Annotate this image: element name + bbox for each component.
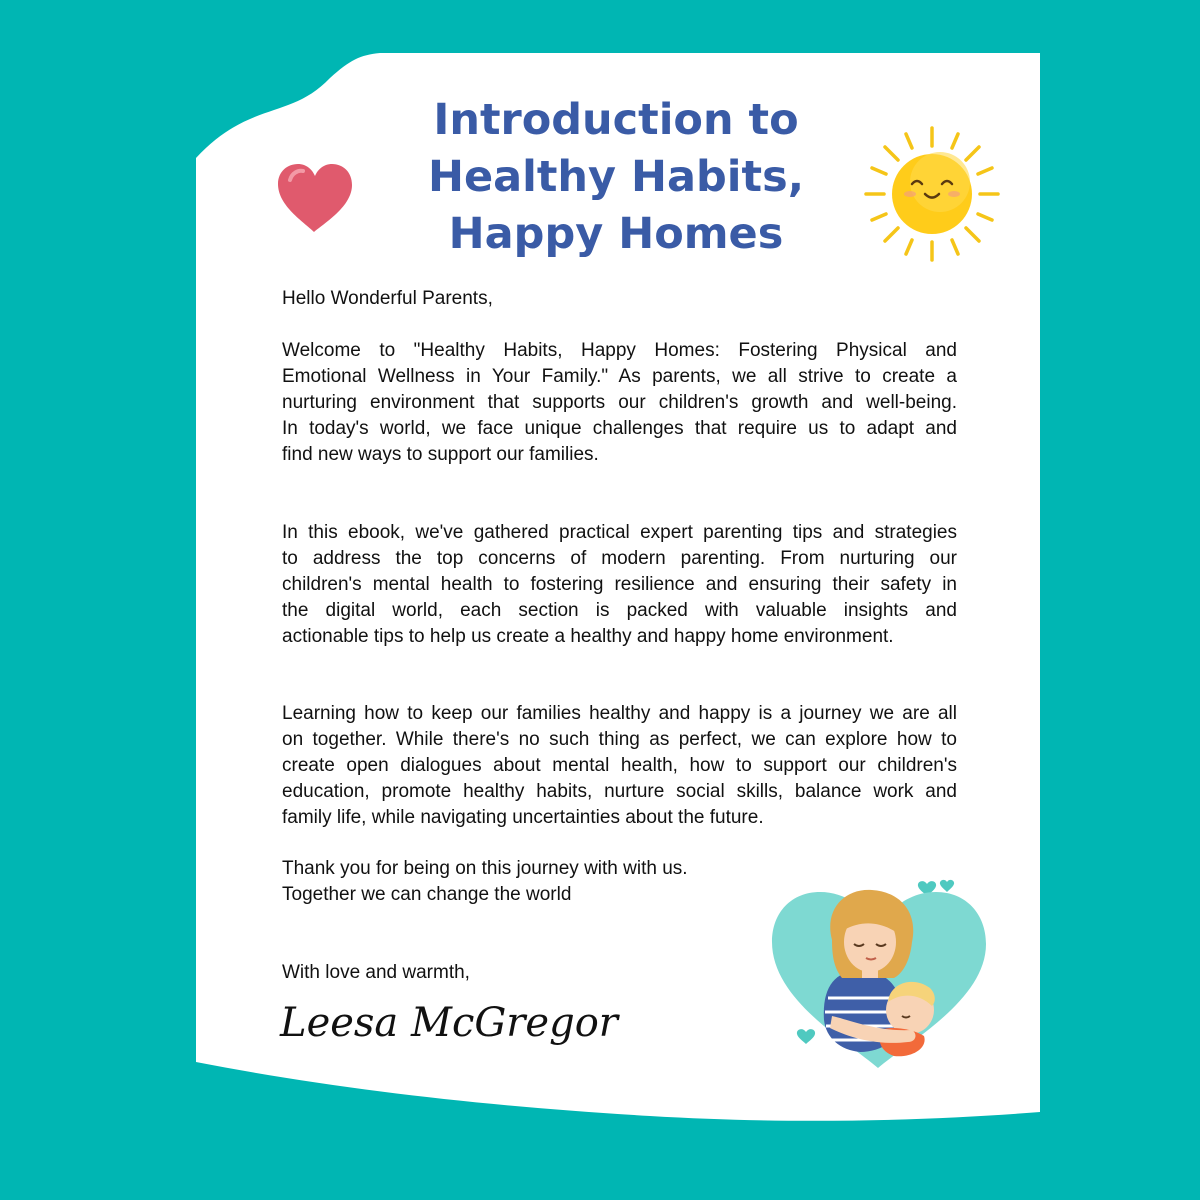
text-line: to address the top concerns of modern parenting. From nurturing our (282, 548, 957, 569)
text-line: In this ebook, we've gathered practical expert parenting tips and strategies (282, 522, 957, 543)
text-line: Emotional Wellness in Your Family." As parents, we all strive to create a (282, 366, 957, 387)
title-line: Happy Homes (448, 209, 784, 259)
page-title (400, 92, 832, 263)
text-line: Together we can change the world (282, 884, 572, 905)
text-line: children's mental health to fostering resilience and ensuring their safety in (282, 574, 957, 595)
text-line: create open dialogues about mental health, how to support our children's (282, 755, 957, 776)
text-line: actionable tips to help us create a healthy and happy home environment. (282, 626, 894, 647)
text-line: family life, while navigating uncertainties about the future. (282, 807, 764, 828)
text-line: on together. While there's no such thing as perfect, we can explore how to (282, 729, 957, 750)
title-line: Introduction to (433, 95, 799, 145)
paragraph-intro (282, 338, 957, 468)
text-line: the digital world, each section is packed with valuable insights and (282, 600, 957, 621)
title-line: Healthy Habits, (427, 152, 805, 202)
text-line: education, promote healthy habits, nurture social skills, balance work and (282, 781, 957, 802)
closing-text: With love and warmth, (282, 962, 470, 983)
mother-hugging-child-illustration (762, 870, 994, 1075)
paragraph-ebook (282, 520, 957, 650)
smiling-sun-icon (862, 124, 1002, 264)
text-line: Welcome to "Healthy Habits, Happy Homes: Fostering Physical and (282, 340, 957, 361)
text-line: find new ways to support our families. (282, 444, 599, 465)
signature: Leesa McGregor (280, 1000, 618, 1046)
heart-icon (270, 158, 360, 238)
text-line: Thank you for being on this journey with with us. (282, 858, 688, 879)
paragraph-journey (282, 701, 957, 831)
text-line: In today's world, we face unique challenges that require us to adapt and (282, 418, 957, 439)
text-line: Learning how to keep our families healthy and happy is a journey we are all (282, 703, 957, 724)
text-line: nurturing environment that supports our children's growth and well-being. (282, 392, 957, 413)
greeting: Hello Wonderful Parents, (282, 288, 493, 309)
